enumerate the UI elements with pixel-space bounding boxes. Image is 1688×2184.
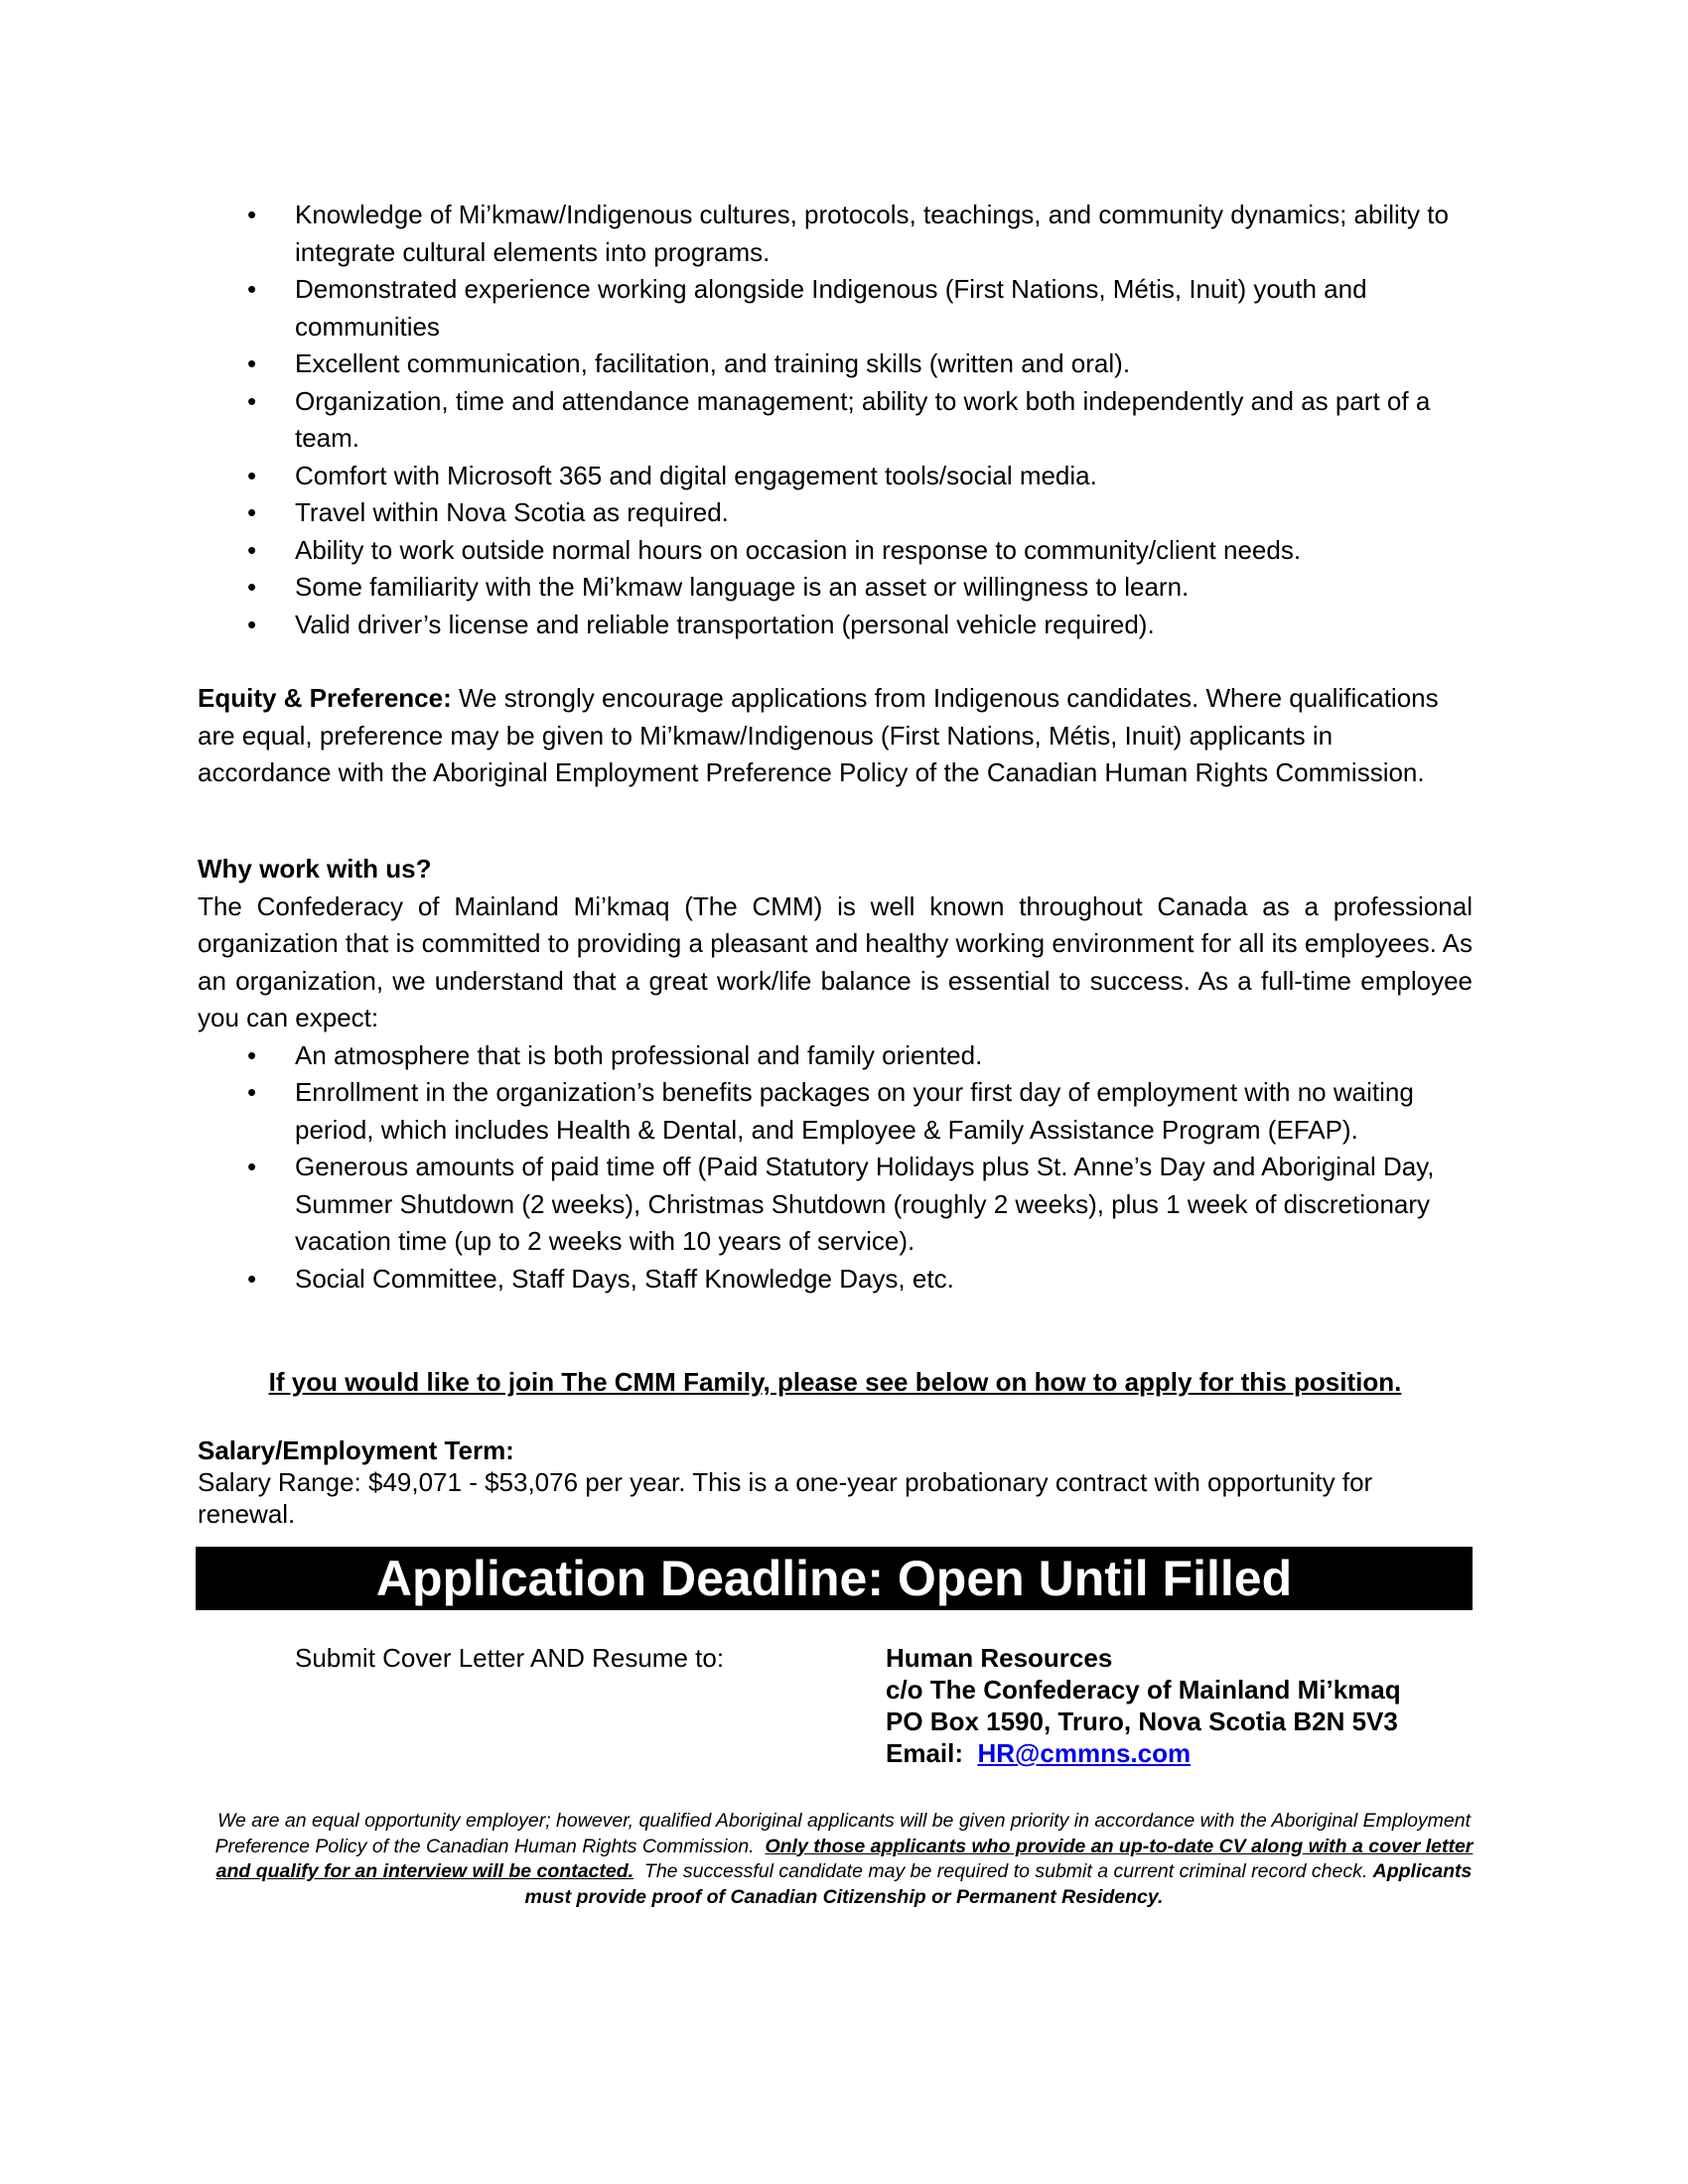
salary-section	[198, 1434, 1473, 1530]
join-line-container	[198, 1364, 1473, 1402]
list-item: • An atmosphere that is both professional and family oriented.	[198, 1037, 1473, 1075]
list-item: • Comfort with Microsoft 365 and digital engagement tools/social media.	[198, 458, 1473, 495]
benefits-list	[198, 1037, 1473, 1298]
list-item: • Enrollment in the organization’s benefits packages on your first day of employment with no waiting period, which includes Health & Dental, and Employee & Family Assistance Program (EFAP).	[198, 1074, 1473, 1149]
email-label: Email:	[886, 1738, 964, 1768]
footer-citizenship-note: Applicants must provide proof of Canadian Citizenship or Permanent Residency.	[524, 1860, 1473, 1908]
footer-text: We are an equal opportunity employer; however, qualified Aboriginal applicants will be given priority in accordance with the Aboriginal Employment Preference Policy of the Canadian Human Rights Commission.	[214, 1810, 1472, 1857]
list-item: • Organization, time and attendance management; ability to work both independently and as part of a team.	[198, 383, 1473, 458]
qualifications-list	[198, 197, 1473, 643]
footer-disclaimer	[204, 1809, 1484, 1910]
list-item: • Some familiarity with the Mi’kmaw language is an asset or willingness to learn.	[198, 569, 1473, 607]
qualifications-section	[198, 197, 1473, 643]
list-item: • Social Committee, Staff Days, Staff Knowledge Days, etc.	[198, 1261, 1473, 1298]
address-line: Human Resources	[886, 1643, 1113, 1673]
address-line: PO Box 1590, Truro, Nova Scotia B2N 5V3	[886, 1706, 1398, 1736]
why-section	[198, 851, 1473, 1297]
submit-address	[886, 1642, 1481, 1769]
why-heading: Why work with us?	[198, 854, 432, 884]
email-link[interactable]: HR@cmmns.com	[977, 1738, 1192, 1768]
equity-text: We strongly encourage applications from Indigenous candidates. Where qualifications are equal, preference may be given to Mi’kmaw/Indigenous (First Nations, Métis, Inuit) applicants in accordance with the Aboriginal Employment Preference Policy of the Canadian Human Rights Commission.	[198, 683, 1439, 787]
list-item: • Travel within Nova Scotia as required.	[198, 494, 1473, 532]
equity-label: Equity & Preference:	[198, 683, 452, 713]
list-item: • Valid driver’s license and reliable transportation (personal vehicle required).	[198, 607, 1473, 644]
list-item: • Ability to work outside normal hours on occasion in response to community/client needs.	[198, 532, 1473, 570]
salary-text: Salary Range: $49,071 - $53,076 per year. This is a one-year probationary contract with opportunity for renewal.	[198, 1467, 1373, 1529]
deadline-banner: Application Deadline: Open Until Filled	[196, 1547, 1473, 1610]
list-item: • Excellent communication, facilitation, and training skills (written and oral).	[198, 345, 1473, 383]
list-item: • Demonstrated experience working alongside Indigenous (First Nations, Métis, Inuit) youth and communities	[198, 271, 1473, 345]
list-item: • Knowledge of Mi’kmaw/Indigenous cultures, protocols, teachings, and community dynamics; ability to integrate cultural elements into programs.	[198, 197, 1473, 271]
equity-section	[198, 680, 1473, 792]
salary-heading: Salary/Employment Term:	[198, 1435, 514, 1465]
address-line: c/o The Confederacy of Mainland Mi’kmaq	[886, 1675, 1401, 1705]
join-line: If you would like to join The CMM Family, please see below on how to apply for this position.	[268, 1367, 1402, 1397]
list-item: • Generous amounts of paid time off (Paid Statutory Holidays plus St. Anne’s Day and Aboriginal Day, Summer Shutdown (2 weeks), Christmas Shutdown (roughly 2 weeks), plus 1 week of discretionary vacation time (up to 2 weeks with 10 years of service).	[198, 1149, 1473, 1261]
why-text: The Confederacy of Mainland Mi’kmaq (The CMM) is well known throughout Canada as a professional organization that is committed to providing a pleasant and healthy working environment for all its employees. As an organization, we understand that a great work/life balance is essential to success. As a full-time employee you can expect:	[198, 890, 1473, 1032]
submit-label: Submit Cover Letter AND Resume to:	[295, 1643, 725, 1673]
footer-text: The successful candidate may be required to submit a current criminal record check.	[643, 1860, 1368, 1882]
footer-contact-note: Only those applicants who provide an up-to-date CV along with a cover letter and qualify for an interview will be contacted.	[215, 1835, 1474, 1882]
